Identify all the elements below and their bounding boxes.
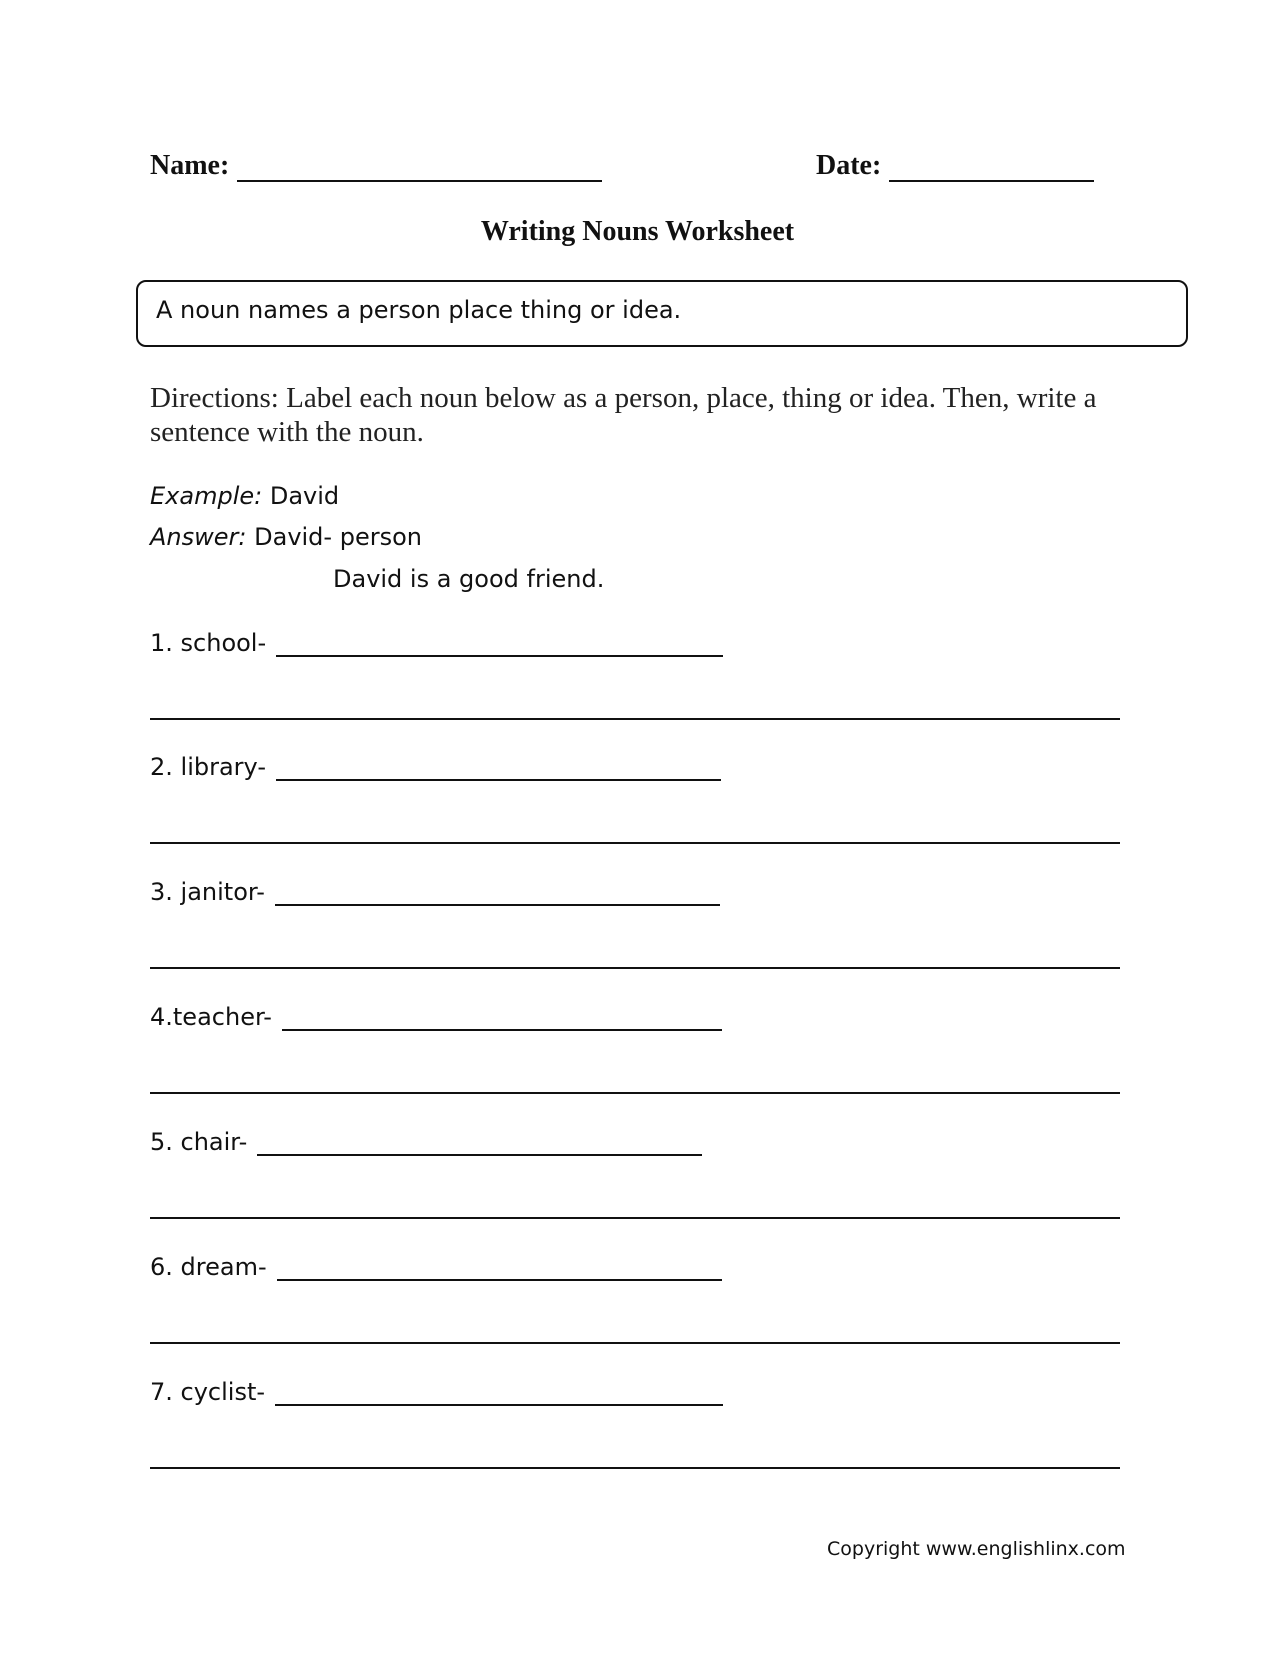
list-item: [150, 1374, 723, 1406]
label-answer-line[interactable]: [277, 1259, 722, 1281]
item-word: 4.teacher-: [150, 1003, 272, 1031]
item-word: 1. school-: [150, 629, 267, 657]
list-item: [150, 1249, 722, 1281]
list-item: [150, 749, 721, 781]
date-field: [816, 150, 1094, 182]
definition-text: A noun names a person place thing or idea.: [156, 296, 682, 324]
worksheet-header: [150, 150, 1110, 190]
list-item: [150, 1124, 702, 1156]
answer-text: David- person: [254, 523, 422, 551]
example-word: David: [269, 482, 340, 510]
label-answer-line[interactable]: [257, 1134, 702, 1156]
answer-label: Answer:: [150, 523, 247, 551]
example-label: Example:: [150, 482, 263, 510]
example-sentence: David is a good friend.: [333, 565, 605, 593]
label-answer-line[interactable]: [275, 1384, 723, 1406]
item-word: 5. chair-: [150, 1128, 248, 1156]
sentence-answer-line[interactable]: [150, 1342, 1120, 1344]
list-item: [150, 999, 722, 1031]
item-word: 7. cyclist-: [150, 1378, 266, 1406]
list-item: [150, 874, 720, 906]
worksheet-title: Writing Nouns Worksheet: [480, 216, 795, 247]
sentence-answer-line[interactable]: [150, 1217, 1120, 1219]
list-item: [150, 625, 723, 657]
name-label: Name:: [150, 150, 230, 181]
label-answer-line[interactable]: [276, 635, 723, 657]
sentence-answer-line[interactable]: [150, 718, 1120, 720]
label-answer-line[interactable]: [276, 759, 721, 781]
sentence-answer-line[interactable]: [150, 842, 1120, 844]
name-input-line[interactable]: [237, 154, 602, 182]
item-word: 3. janitor-: [150, 878, 265, 906]
copyright-text: Copyright www.englishlinx.com: [827, 1538, 1126, 1560]
item-word: 6. dream-: [150, 1253, 267, 1281]
name-field: [150, 150, 602, 182]
sentence-answer-line[interactable]: [150, 1092, 1120, 1094]
directions-text: Directions: Label each noun below as a person, place, thing or idea. Then, write a sentence with the noun.: [150, 382, 1097, 448]
example-line: [150, 482, 339, 510]
sentence-answer-line[interactable]: [150, 967, 1120, 969]
definition-box: [136, 280, 1188, 347]
sentence-answer-line[interactable]: [150, 1467, 1120, 1469]
date-label: Date:: [816, 150, 882, 181]
item-word: 2. library-: [150, 753, 266, 781]
date-input-line[interactable]: [889, 154, 1094, 182]
label-answer-line[interactable]: [275, 884, 720, 906]
answer-line: [150, 523, 422, 551]
label-answer-line[interactable]: [282, 1009, 722, 1031]
